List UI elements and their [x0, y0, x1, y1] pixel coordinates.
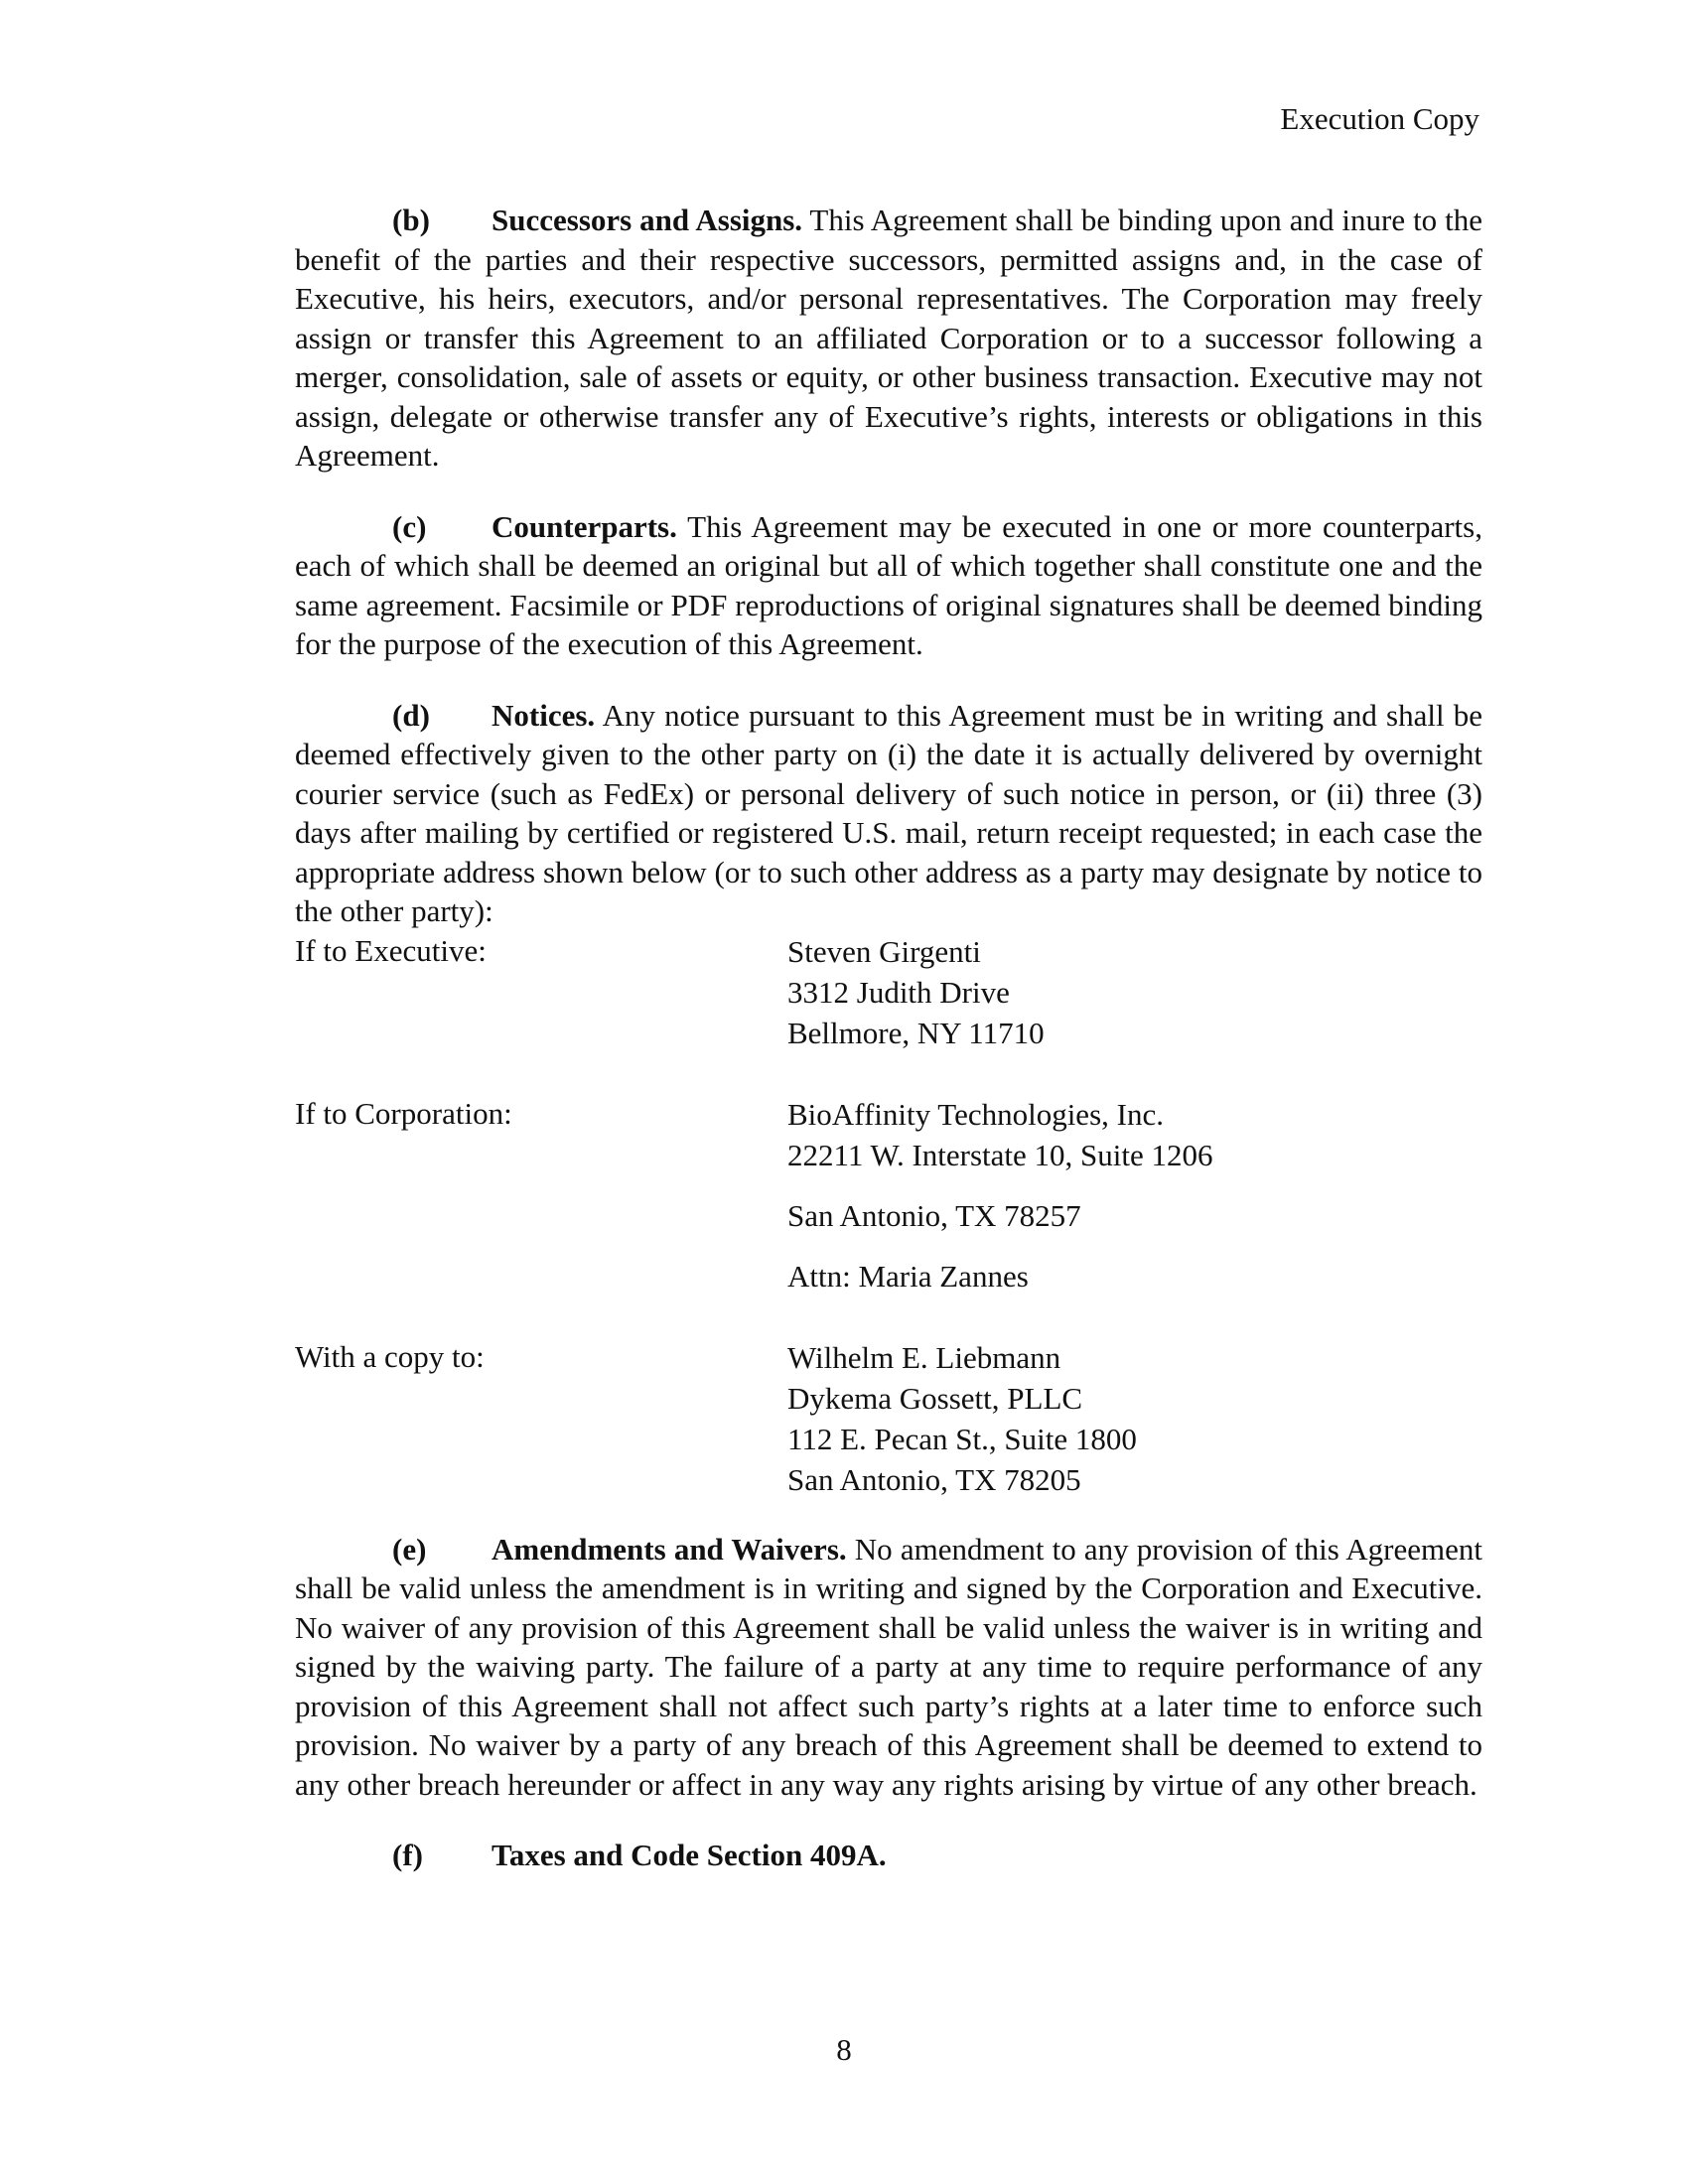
copy-address: [787, 1337, 1482, 1500]
address-line: Steven Girgenti: [787, 933, 981, 969]
section-e-title: Amendments and Waivers.: [492, 1531, 847, 1567]
address-line: 22211 W. Interstate 10, Suite 1206: [787, 1137, 1213, 1172]
section-e-text: No amendment to any provision of this Agreement shall be valid unless the amendment is in writing and signed by the Corporation and Executive. No waiver of any provision of this Agreement shall be valid unless the waiver is in writing and signed by the waiving party. The failure of a party at any time to require performance of any provision of this Agreement shall not affect such party’s rights at a later time to enforce such provision. No waiver by a party of any breach of this Agreement shall be deemed to extend to any other breach hereunder or affect in any way any rights arising by virtue of any other breach.: [295, 1531, 1482, 1802]
section-b: [295, 201, 1482, 476]
copy-address-row: [295, 1337, 1482, 1500]
executive-address: [787, 931, 1482, 1053]
executive-address-row: [295, 931, 1482, 1053]
section-e-number: (e): [392, 1531, 427, 1567]
section-d-text: Any notice pursuant to this Agreement must be in writing and shall be deemed effectively given to the other party on (i) the date it is actually delivered by overnight courier service (such as FedEx) or personal delivery of such notice in person, or (ii) three (3) days after mailing by certified or registered U.S. mail, return receipt requested; in each case the appropriate address shown below (or to such other address as a party may designate by notice to the other party):: [295, 697, 1482, 928]
page-number: 8: [836, 2032, 852, 2067]
section-c-number: (c): [392, 508, 427, 544]
section-c-text: This Agreement may be executed in one or more counterparts, each of which shall be deemed an original but all of which together shall constitute one and the same agreement. Facsimile or PDF reproductions of original signatures shall be deemed binding for the purpose of the execution of this Agreement.: [295, 508, 1482, 661]
section-c: [295, 507, 1482, 664]
notice-addresses: [295, 931, 1482, 1500]
corporation-address-label: If to Corporation:: [295, 1095, 512, 1131]
section-f-title: Taxes and Code Section 409A.: [492, 1838, 887, 1872]
section-b-text: This Agreement shall be binding upon and inure to the benefit of the parties and their respective successors, permitted assigns and, in the case of Executive, his heirs, executors, and/or personal representatives. The Corporation may freely assign or transfer this Agreement to an affiliated Corporation or to a successor following a merger, consolidation, sale of assets or equity, or other business transaction. Executive may not assign, delegate or otherwise transfer any of Executive’s rights, interests or obligations in this Agreement.: [295, 203, 1482, 473]
document-body: [295, 201, 1482, 1907]
execution-copy-header: Execution Copy: [1280, 101, 1479, 136]
section-e: [295, 1530, 1482, 1805]
address-line: Attn: Maria Zannes: [787, 1258, 1029, 1294]
address-line: San Antonio, TX 78257: [787, 1197, 1081, 1233]
address-line: San Antonio, TX 78205: [787, 1461, 1081, 1497]
section-f: [295, 1836, 1482, 1875]
executive-address-label: If to Executive:: [295, 932, 487, 968]
corporation-address-row: [295, 1094, 1482, 1297]
address-line: Wilhelm E. Liebmann: [787, 1339, 1061, 1375]
section-b-title: Successors and Assigns.: [492, 203, 803, 237]
address-line: Bellmore, NY 11710: [787, 1015, 1045, 1050]
address-line: BioAffinity Technologies, Inc.: [787, 1096, 1164, 1132]
corporation-address: [787, 1094, 1482, 1297]
address-line: 112 E. Pecan St., Suite 1800: [787, 1421, 1137, 1456]
section-d: [295, 696, 1482, 931]
section-b-number: (b): [392, 203, 430, 237]
section-d-number: (d): [392, 697, 430, 733]
section-f-number: (f): [392, 1838, 423, 1872]
section-c-title: Counterparts.: [492, 508, 677, 544]
address-line: 3312 Judith Drive: [787, 974, 1010, 1010]
copy-address-label: With a copy to:: [295, 1338, 485, 1374]
section-d-title: Notices.: [492, 697, 596, 733]
address-line: Dykema Gossett, PLLC: [787, 1380, 1083, 1416]
